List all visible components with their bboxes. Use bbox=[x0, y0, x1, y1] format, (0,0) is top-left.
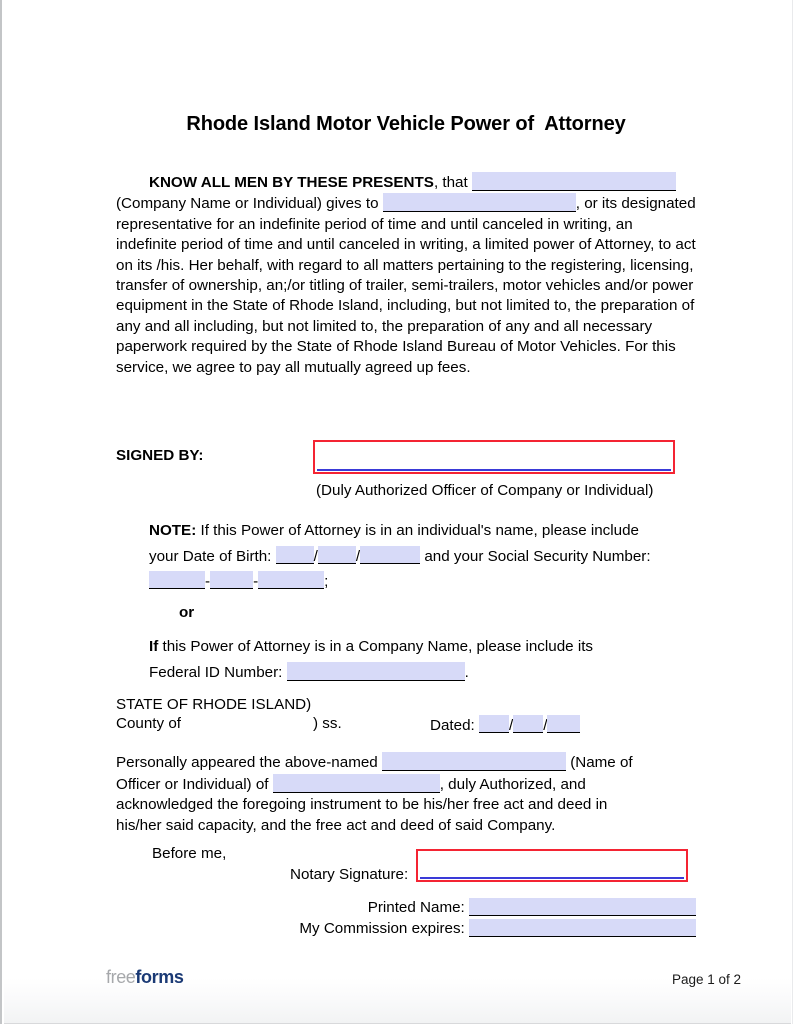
commission-expires-field[interactable] bbox=[469, 919, 696, 937]
note-label: NOTE: bbox=[149, 522, 197, 539]
signed-by-label: SIGNED BY: bbox=[116, 447, 204, 464]
signed-by-caption: (Duly Authorized Officer of Company or Individual) bbox=[316, 482, 654, 499]
dated-year-field[interactable] bbox=[547, 715, 580, 733]
appeared-line4-text: his/her said capacity, and the free act and deed of said Company. bbox=[116, 816, 556, 834]
company-block bbox=[116, 634, 696, 685]
notary-signature-label: Notary Signature: bbox=[290, 866, 409, 883]
appeared-line2-prefix: Officer or Individual) of bbox=[116, 775, 273, 793]
signature-field-underline bbox=[317, 469, 671, 471]
dated-month-field[interactable] bbox=[479, 715, 509, 733]
paragraph-body-text: designated representative for an indefinite period of time and until canceled in writing, an indefinite period of time and until canceled in writing, a limited power of Attorney, to act on its /his. Her behalf, with regard to all matters pertaining to the registering, licensing, transfer of ownership, an;/or titling of trailer, semi-trailers, motor vehicles and/or power equipment in the State of Rhode Island, including, but not limited to, the preparation of any and all including, but not limited to, the preparation of any and all necessary paperwork required by the State of Rhode Island Bureau of Motor Vehicles. For this service, we agree to pay all mutually agreed up fees. bbox=[116, 195, 696, 376]
attorney-in-fact-field[interactable] bbox=[383, 193, 576, 212]
federal-id-field[interactable] bbox=[287, 662, 465, 681]
dob-month-field[interactable] bbox=[276, 546, 314, 564]
ssn-semicolon: ; bbox=[324, 573, 329, 590]
federal-id-label: Federal ID Number: bbox=[149, 663, 287, 681]
printed-name-field[interactable] bbox=[469, 898, 696, 916]
before-me-label: Before me, bbox=[152, 845, 227, 862]
dated-label: Dated: bbox=[430, 716, 479, 734]
ssn-hyphen-2: - bbox=[253, 573, 259, 590]
ssn-part3-field[interactable] bbox=[258, 571, 324, 589]
dob-slash-1: / bbox=[313, 547, 318, 565]
logo-text-forms: forms bbox=[135, 967, 184, 987]
state-county-block bbox=[116, 696, 696, 734]
printed-name-row bbox=[116, 898, 696, 916]
dob-slash-2: / bbox=[355, 547, 361, 565]
appeared-line3-text: acknowledged the foregoing instrument to be his/her free act and deed in bbox=[116, 796, 608, 814]
company-line1-text: this Power of Attorney is in a Company Name, please include its bbox=[158, 638, 594, 655]
appeared-line1-prefix: Personally appeared the above-named bbox=[116, 754, 382, 771]
note-block bbox=[116, 518, 696, 595]
company-name-prefix-text: (Company Name or Individual) gives to bbox=[116, 195, 383, 213]
ssn-hyphen-1: - bbox=[205, 573, 211, 590]
ssn-part2-field[interactable] bbox=[210, 571, 253, 589]
dob-year-field[interactable] bbox=[360, 546, 420, 564]
company-if-bold: If bbox=[149, 638, 159, 655]
officer-company-field[interactable] bbox=[273, 774, 440, 793]
intro-after-text: , that bbox=[433, 174, 472, 191]
grantor-name-field[interactable] bbox=[472, 172, 676, 191]
dated-group bbox=[430, 715, 580, 736]
officer-name-field[interactable] bbox=[382, 752, 566, 771]
federal-id-period: . bbox=[464, 663, 469, 681]
notary-signature-field-underline bbox=[420, 877, 684, 879]
dated-slash-1: / bbox=[508, 716, 514, 734]
state-line: STATE OF RHODE ISLAND) bbox=[116, 696, 312, 713]
dated-day-field[interactable] bbox=[513, 715, 543, 733]
personally-appeared-block bbox=[116, 752, 696, 836]
ssn-label: and your Social Security Number: bbox=[420, 547, 651, 565]
notary-signature-field[interactable] bbox=[416, 849, 688, 882]
commission-expires-row bbox=[116, 919, 696, 937]
ss-label: ) ss. bbox=[313, 714, 342, 732]
main-paragraph bbox=[116, 172, 696, 378]
dob-day-field[interactable] bbox=[318, 546, 356, 564]
intro-bold-text: KNOW ALL MEN BY THESE PRESENTS bbox=[149, 174, 434, 191]
signature-field[interactable] bbox=[313, 440, 675, 474]
freeforms-logo bbox=[106, 967, 183, 988]
dated-slash-2: / bbox=[543, 716, 548, 734]
county-row bbox=[116, 715, 696, 734]
printed-name-label: Printed Name: bbox=[367, 899, 469, 916]
or-separator-label: or bbox=[179, 604, 195, 621]
note-line1-text: If this Power of Attorney is in an individual's name, please include bbox=[196, 522, 639, 539]
logo-text-free: free bbox=[106, 967, 136, 987]
dob-label: your Date of Birth: bbox=[149, 547, 276, 565]
county-label: County of bbox=[116, 714, 182, 732]
company-name-suffix-text: , or its bbox=[575, 195, 618, 213]
commission-expires-label: My Commission expires: bbox=[299, 920, 469, 937]
appeared-line2-suffix: , duly Authorized, and bbox=[439, 775, 586, 793]
appeared-line1-suffix: (Name of bbox=[565, 754, 633, 771]
page-title: Rhode Island Motor Vehicle Power of Attorney bbox=[186, 113, 626, 135]
page-indicator: Page 1 of 2 bbox=[671, 972, 741, 987]
ssn-part1-field[interactable] bbox=[149, 571, 205, 589]
signed-by-row bbox=[116, 440, 696, 474]
